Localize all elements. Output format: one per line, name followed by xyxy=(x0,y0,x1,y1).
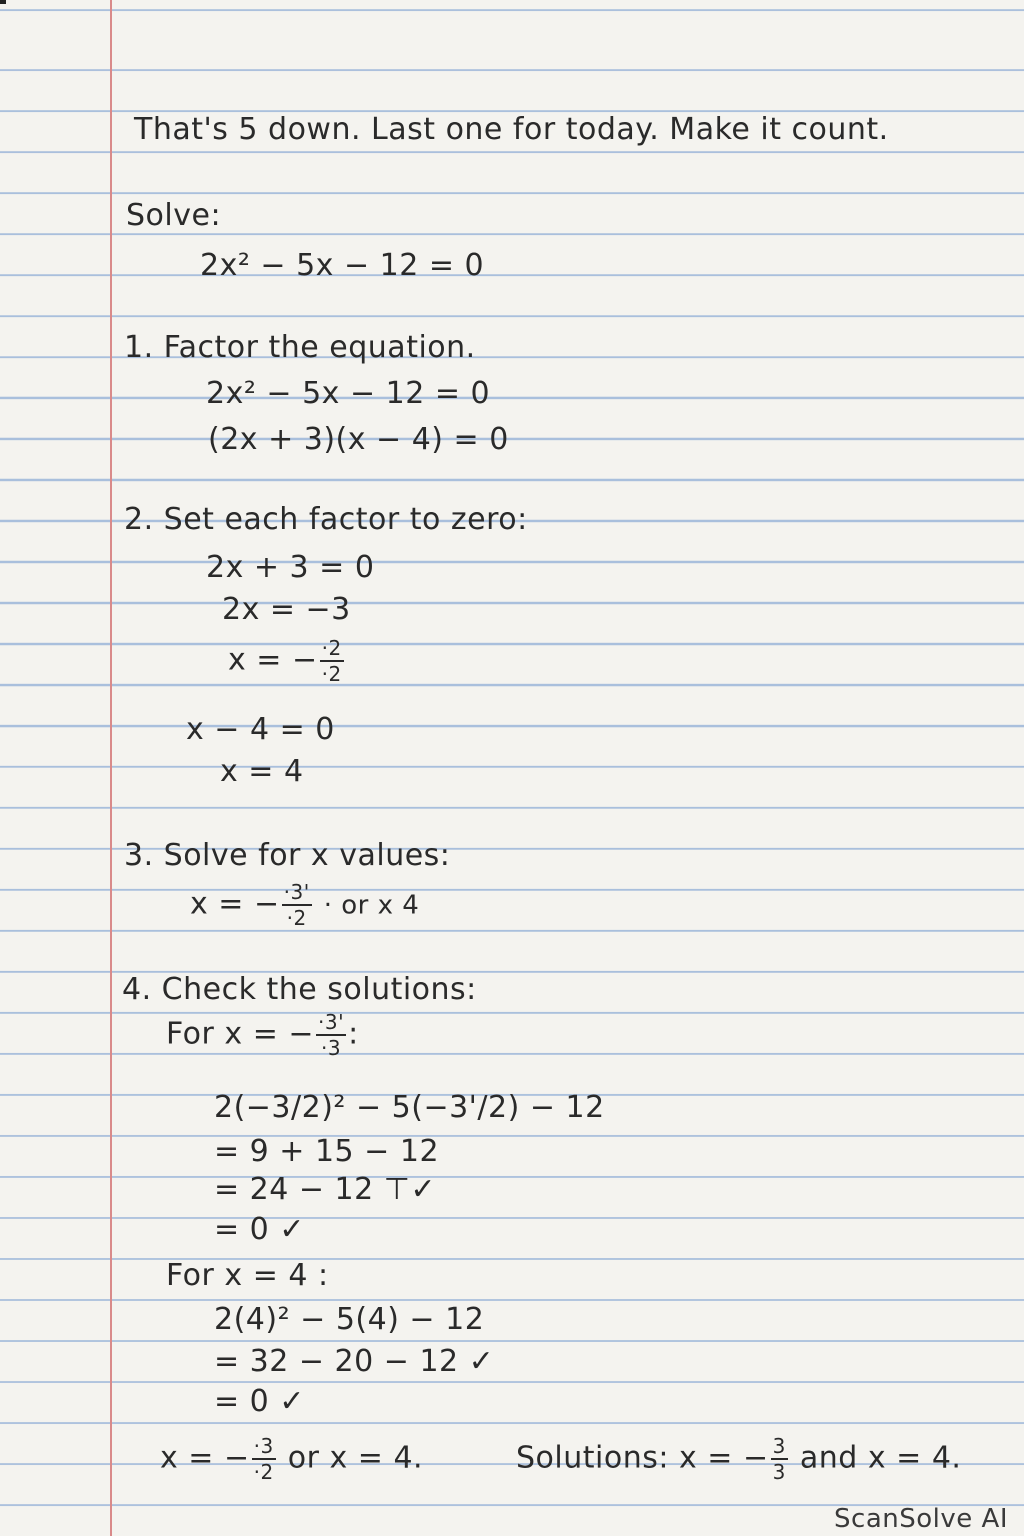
step4-check1-line3: = 24 − 12 ⊤✓ xyxy=(214,1172,437,1207)
final-right-prefix: Solutions: x = − xyxy=(516,1440,769,1476)
step3-left: x = − xyxy=(190,886,280,922)
step3-fraction xyxy=(282,882,312,928)
step1-line1: 2x² − 5x − 12 = 0 xyxy=(206,376,491,411)
fraction-numerator: ·3 xyxy=(253,1434,274,1458)
problem-equation: 2x² − 5x − 12 = 0 xyxy=(200,248,485,283)
watermark: ScanSolve AI xyxy=(834,1504,1008,1534)
step4-check1-line4: = 0 ✓ xyxy=(214,1212,305,1247)
solve-label: Solve: xyxy=(126,198,222,233)
step3-line xyxy=(190,882,419,928)
fraction-numerator: ·2 xyxy=(321,636,342,660)
step1-heading: 1. Factor the equation. xyxy=(124,330,476,365)
step4-for1-fraction xyxy=(316,1012,346,1058)
fraction-numerator: ·3' xyxy=(318,1010,345,1034)
final-answer-right xyxy=(516,1436,961,1482)
final-answer-left xyxy=(160,1436,423,1482)
step2-a3-left: x = − xyxy=(228,642,318,678)
fraction-denominator: 3 xyxy=(772,1460,786,1484)
step2-line-a1: 2x + 3 = 0 xyxy=(206,550,375,585)
margin-line xyxy=(110,0,112,1536)
fraction-denominator: ·3 xyxy=(321,1036,342,1060)
step2-line-a3 xyxy=(228,638,346,684)
fraction-denominator: ·2 xyxy=(286,906,307,930)
step4-check2-line1: 2(4)² − 5(4) − 12 xyxy=(214,1302,485,1337)
fraction-numerator: ·3' xyxy=(283,880,310,904)
step2-line-b2: x = 4 xyxy=(220,754,304,789)
step4-for1-colon: : xyxy=(348,1016,359,1052)
final-right-suffix: and x = 4. xyxy=(799,1440,962,1476)
fraction-numerator: 3 xyxy=(772,1434,786,1458)
step4-check2-line3: = 0 ✓ xyxy=(214,1384,305,1419)
step2-a3-fraction xyxy=(320,638,344,684)
step2-line-a2: 2x = −3 xyxy=(222,592,351,627)
final-left-fraction xyxy=(252,1436,276,1482)
step4-for1-left: For x = − xyxy=(166,1016,315,1052)
step4-for2: For x = 4 : xyxy=(166,1258,329,1293)
fraction-denominator: ·2 xyxy=(253,1460,274,1484)
paper-top-edge xyxy=(0,0,1024,4)
step3-heading: 3. Solve for x values: xyxy=(124,838,451,873)
intro-text: That's 5 down. Last one for today. Make it count. xyxy=(134,112,889,147)
step1-line2: (2x + 3)(x − 4) = 0 xyxy=(208,422,509,457)
step4-check1-line1: 2(−3/2)² − 5(−3'/2) − 12 xyxy=(214,1090,605,1125)
step4-check1-line2: = 9 + 15 − 12 xyxy=(214,1134,440,1169)
step2-line-b1: x − 4 = 0 xyxy=(186,712,335,747)
step3-rest: · or x 4 xyxy=(323,890,420,921)
step4-check2-line2: = 32 − 20 − 12 ✓ xyxy=(214,1344,495,1379)
step2-heading: 2. Set each factor to zero: xyxy=(124,502,528,537)
final-right-fraction xyxy=(771,1436,788,1482)
final-left-suffix: or x = 4. xyxy=(287,1440,424,1476)
final-left-prefix: x = − xyxy=(160,1440,250,1476)
fraction-denominator: ·2 xyxy=(321,662,342,686)
step4-for1 xyxy=(166,1012,359,1058)
step4-heading: 4. Check the solutions: xyxy=(122,972,477,1007)
